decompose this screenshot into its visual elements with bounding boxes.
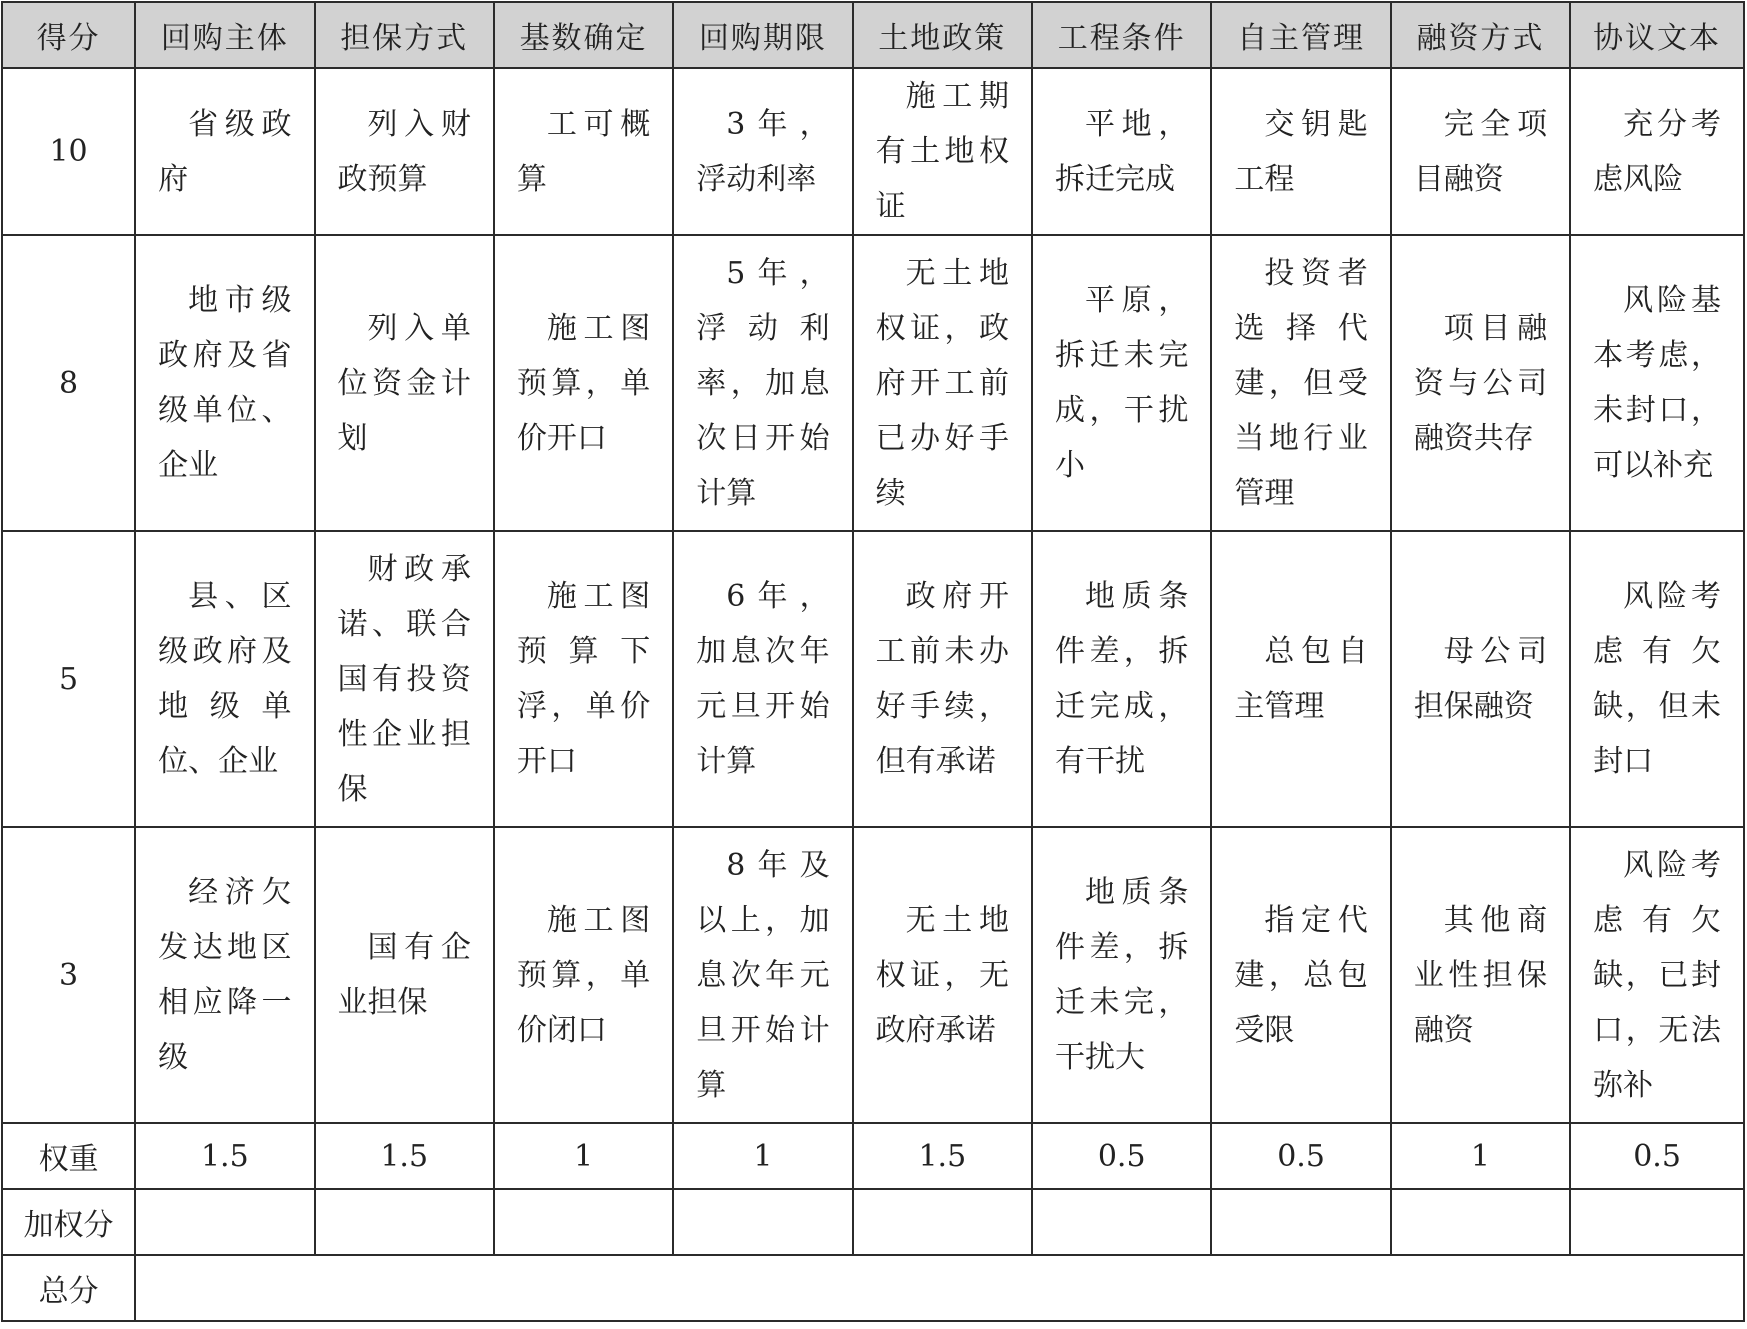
weighted-score-cell xyxy=(1211,1189,1390,1255)
table-cell: 施工图预算，单价闭口 xyxy=(494,827,673,1123)
total-value-cell xyxy=(135,1255,1744,1321)
weighted-score-cell xyxy=(1570,1189,1744,1255)
header-cell-base: 基数确定 xyxy=(494,2,673,68)
header-cell-self-management: 自主管理 xyxy=(1211,2,1390,68)
header-row xyxy=(2,2,1744,68)
weighted-score-cell xyxy=(135,1189,314,1255)
weight-value: 1.5 xyxy=(853,1123,1032,1189)
table-cell: 政府开工前未办好手续，但有承诺 xyxy=(853,531,1032,827)
table-row xyxy=(2,68,1744,235)
table-cell: 3年，浮动利率 xyxy=(673,68,852,235)
weighted-score-cell xyxy=(1032,1189,1211,1255)
weight-row xyxy=(2,1123,1744,1189)
table-cell: 地质条件差，拆迁未完，干扰大 xyxy=(1032,827,1211,1123)
table-cell: 指定代建，总包受限 xyxy=(1211,827,1390,1123)
table-cell: 风险考虑有欠缺，但未封口 xyxy=(1570,531,1744,827)
header-cell-engineering: 工程条件 xyxy=(1032,2,1211,68)
table-cell: 母公司担保融资 xyxy=(1391,531,1570,827)
weight-value: 1.5 xyxy=(135,1123,314,1189)
total-row xyxy=(2,1255,1744,1321)
header-cell-financing: 融资方式 xyxy=(1391,2,1570,68)
table-cell: 风险基本考虑，未封口，可以补充 xyxy=(1570,235,1744,531)
table-cell: 6年，加息次年元旦开始计算 xyxy=(673,531,852,827)
header-cell-buyback-subject: 回购主体 xyxy=(135,2,314,68)
table-cell: 施工图预算，单价开口 xyxy=(494,235,673,531)
scoring-table xyxy=(1,1,1745,1322)
table-cell: 省级政府 xyxy=(135,68,314,235)
table-cell: 5年，浮动利率，加息次日开始计算 xyxy=(673,235,852,531)
weighted-score-cell xyxy=(494,1189,673,1255)
score-cell: 8 xyxy=(2,235,135,531)
weight-value: 1.5 xyxy=(315,1123,494,1189)
table-cell: 施工图预算下浮，单价开口 xyxy=(494,531,673,827)
weighted-score-cell xyxy=(315,1189,494,1255)
table-cell: 投资者选择代建，但受当地行业管理 xyxy=(1211,235,1390,531)
header-cell-term: 回购期限 xyxy=(673,2,852,68)
score-cell: 5 xyxy=(2,531,135,827)
table-row xyxy=(2,531,1744,827)
table-cell: 其他商业性担保融资 xyxy=(1391,827,1570,1123)
weighted-score-label: 加权分 xyxy=(2,1189,135,1255)
weight-value: 0.5 xyxy=(1570,1123,1744,1189)
table-cell: 平原，拆迁未完成，干扰小 xyxy=(1032,235,1211,531)
table-cell: 充分考虑风险 xyxy=(1570,68,1744,235)
table-cell: 交钥匙工程 xyxy=(1211,68,1390,235)
table-cell: 平地，拆迁完成 xyxy=(1032,68,1211,235)
weight-value: 1 xyxy=(673,1123,852,1189)
table-cell: 施工期有土地权证 xyxy=(853,68,1032,235)
weight-value: 1 xyxy=(1391,1123,1570,1189)
table-cell: 总包自主管理 xyxy=(1211,531,1390,827)
weighted-score-cell xyxy=(1391,1189,1570,1255)
table-cell: 8年及以上，加息次年元旦开始计算 xyxy=(673,827,852,1123)
weighted-score-cell xyxy=(673,1189,852,1255)
table-cell: 工可概算 xyxy=(494,68,673,235)
table-cell: 财政承诺、联合国有投资性企业担保 xyxy=(315,531,494,827)
table-row xyxy=(2,827,1744,1123)
header-cell-guarantee: 担保方式 xyxy=(315,2,494,68)
table-row xyxy=(2,235,1744,531)
table-cell: 风险考虑有欠缺，已封口，无法弥补 xyxy=(1570,827,1744,1123)
weighted-score-cell xyxy=(853,1189,1032,1255)
weight-value: 0.5 xyxy=(1032,1123,1211,1189)
table-cell: 经济欠发达地区相应降一级 xyxy=(135,827,314,1123)
table-cell: 完全项目融资 xyxy=(1391,68,1570,235)
weight-value: 1 xyxy=(494,1123,673,1189)
table-cell: 县、区级政府及地级单位、企业 xyxy=(135,531,314,827)
table-cell: 无土地权证，政府开工前已办好手续 xyxy=(853,235,1032,531)
table-cell: 地市级政府及省级单位、企业 xyxy=(135,235,314,531)
weighted-score-row xyxy=(2,1189,1744,1255)
table-cell: 项目融资与公司融资共存 xyxy=(1391,235,1570,531)
table-cell: 列入财政预算 xyxy=(315,68,494,235)
table-cell: 地质条件差，拆迁完成，有干扰 xyxy=(1032,531,1211,827)
header-cell-agreement: 协议文本 xyxy=(1570,2,1744,68)
table-cell: 列入单位资金计划 xyxy=(315,235,494,531)
score-cell: 3 xyxy=(2,827,135,1123)
header-cell-land-policy: 土地政策 xyxy=(853,2,1032,68)
total-label: 总分 xyxy=(2,1255,135,1321)
score-cell: 10 xyxy=(2,68,135,235)
table-cell: 无土地权证，无政府承诺 xyxy=(853,827,1032,1123)
weight-label: 权重 xyxy=(2,1123,135,1189)
header-cell-score: 得分 xyxy=(2,2,135,68)
table-cell: 国有企业担保 xyxy=(315,827,494,1123)
weight-value: 0.5 xyxy=(1211,1123,1390,1189)
